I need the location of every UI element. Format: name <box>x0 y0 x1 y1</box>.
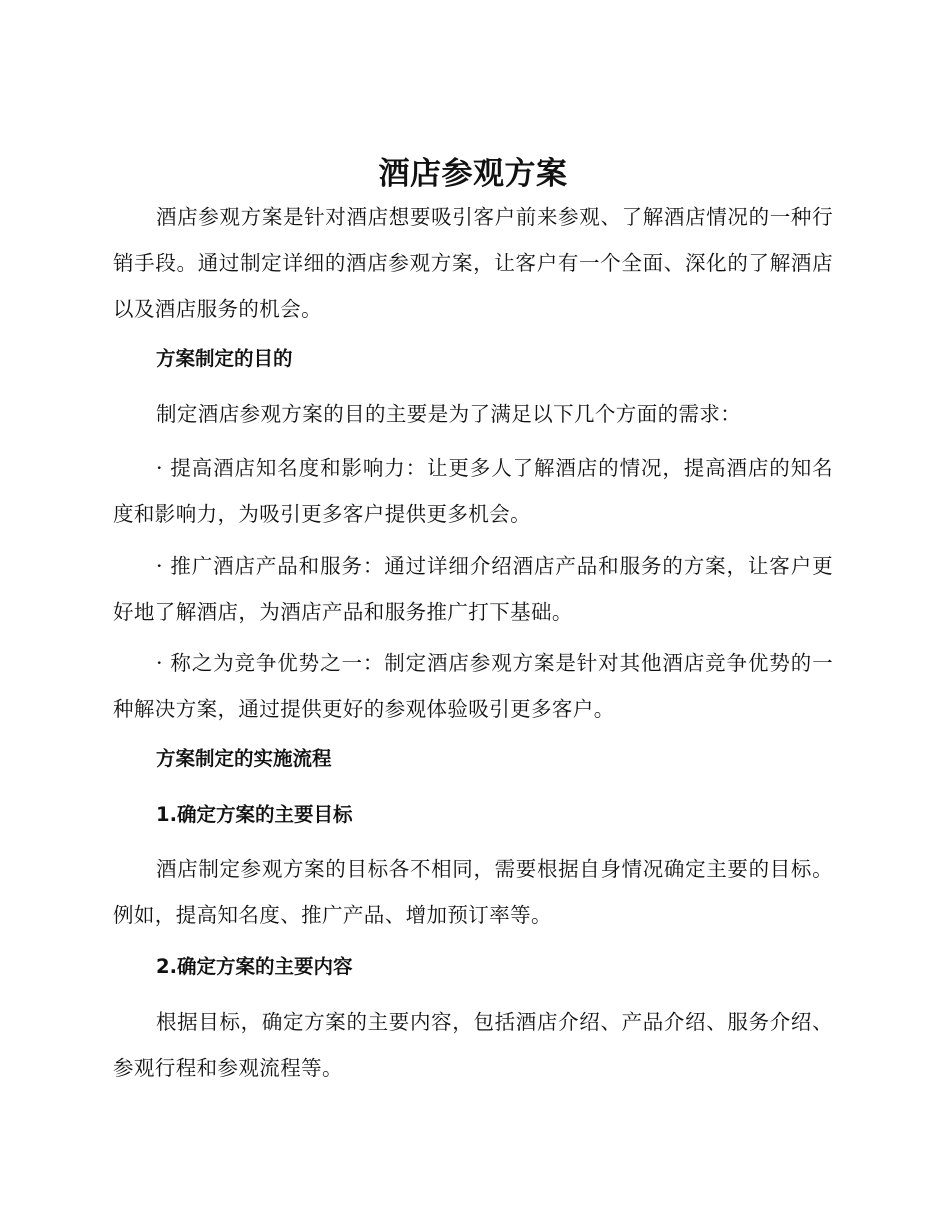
step-paragraph: 酒店制定参观方案的目标各不相同，需要根据自身情况确定主要的目标。例如，提高知名度、推广产品、增加预订率等。 <box>113 857 833 927</box>
section-heading-process: 方案制定的实施流程 <box>156 747 332 770</box>
bullet-item: · 提高酒店知名度和影响力：让更多人了解酒店的情况，提高酒店的知名度和影响力，为吸引更多客户提供更多机会。 <box>113 456 833 526</box>
step-heading: 1.确定方案的主要目标 <box>156 803 353 826</box>
purpose-lead-paragraph: 制定酒店参观方案的目的主要是为了满足以下几个方面的需求： <box>156 402 742 426</box>
bullet-item: · 称之为竞争优势之一：制定酒店参观方案是针对其他酒店竞争优势的一种解决方案，通过提供更好的参观体验吸引更多客户。 <box>113 651 833 721</box>
section-heading-purpose: 方案制定的目的 <box>156 347 293 370</box>
document-title: 酒店参观方案 <box>378 156 568 192</box>
step-paragraph: 根据目标，确定方案的主要内容，包括酒店介绍、产品介绍、服务介绍、参观行程和参观流程等。 <box>113 1010 833 1080</box>
step-heading: 2.确定方案的主要内容 <box>156 955 353 978</box>
intro-paragraph: 酒店参观方案是针对酒店想要吸引客户前来参观、了解酒店情况的一种行销手段。通过制定详细的酒店参观方案，让客户有一个全面、深化的了解酒店以及酒店服务的机会。 <box>113 205 833 321</box>
bullet-item: · 推广酒店产品和服务：通过详细介绍酒店产品和服务的方案，让客户更好地了解酒店，为酒店产品和服务推广打下基础。 <box>113 554 833 624</box>
